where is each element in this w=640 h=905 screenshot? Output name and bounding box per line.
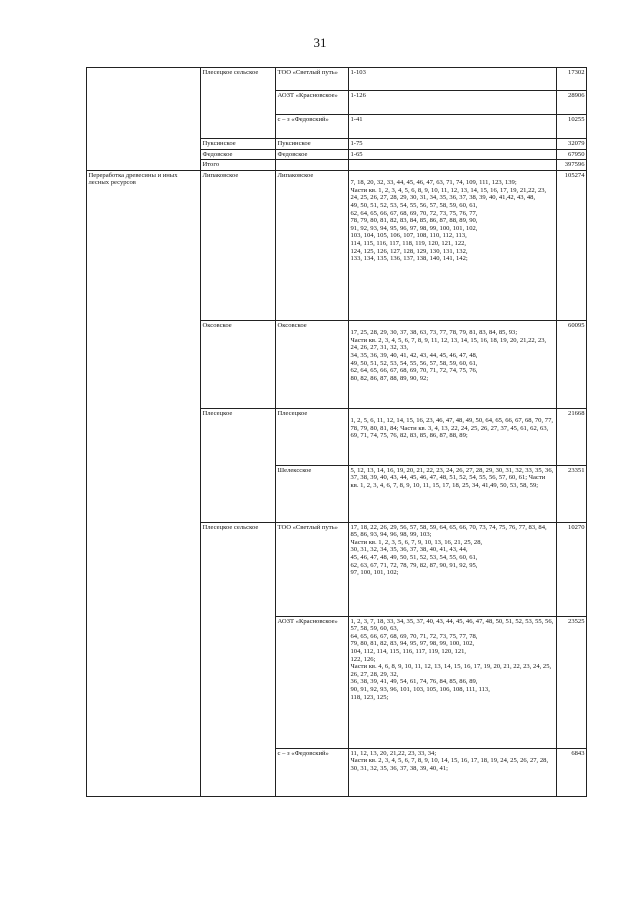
area-cell: 6843	[557, 748, 587, 796]
forestry-cell: ТОО «Светлый путь»	[276, 68, 349, 91]
forest-use-table	[86, 67, 587, 797]
forestry-cell: Плесецкое	[276, 408, 349, 465]
area-cell: 67950	[557, 149, 587, 160]
area-cell: 105274	[557, 170, 587, 320]
district-cell: Плесецкое сельское	[201, 522, 276, 796]
quarters-cell: 17, 18, 22, 26, 29, 56, 57, 58, 59, 64, 65, 66, 70, 73, 74, 75, 76, 77, 83, 84, 85, 86, 93, 94, 96, 98, 99, 103; Части кв. 1, 2, 3, 5, 6, 7, 9, 10, 13, 16, 21, 25, 28, 30, 31, 32, 34, 35, 36, 37, 38, 40, 41, 43, 44, 45, 46, 47, 48, 49, 50, 51, 52, 53, 54, 55, 60, 61, 62, 63, 67, 71, 72, 78, 79, 82, 87, 90, 91, 92, 95, 97, 100, 101, 102;	[349, 522, 557, 616]
forestry-cell-empty	[276, 160, 349, 171]
quarters-cell: 1-65	[349, 149, 557, 160]
forestry-cell: Липаковское	[276, 170, 349, 320]
quarters-cell: 1, 2, 3, 7, 18, 33, 34, 35, 37, 40, 43, 44, 45, 46, 47, 48, 50, 51, 52, 53, 55, 56, 57, 58, 59, 60, 63, 64, 65, 66, 67, 68, 69, 70, 71, 72, 73, 75, 77, 78, 79, 80, 81, 82, 83, 94, 95, 97, 98, 99, 100, 102, 104, 112, 114, 115, 116, 117, 119, 120, 121, 122, 126; Части кв. 4, 6, 8, 9, 10, 11, 12, 13, 14, 15, 16, 17, 19, 20, 21, 22, 23, 24, 25, 26, 27, 28, 29, 32, 36, 38, 39, 41, 49, 54, 61, 74, 76, 84, 85, 86, 89, 90, 91, 92, 93, 96, 101, 103, 105, 106, 108, 111, 113, 118, 123, 125;	[349, 616, 557, 748]
quarters-cell: 7, 18, 20, 32, 33, 44, 45, 46, 47, 63, 71, 74, 109, 111, 123, 139; Части кв. 1, 2, 3, 4, 5, 6, 8, 9, 10, 11, 12, 13, 14, 15, 16, 17, 19, 21,22, 23, 24, 25, 26, 27, 28, 29, 30, 31, 34, 35, 36, 37, 38, 39, 40, 41,42, 43, 48, 49, 50, 51, 52, 53, 54, 55, 56, 57, 58, 59, 60, 61, 62, 64, 65, 66, 67, 68, 69, 70, 72, 73, 75, 76, 77, 78, 79, 80, 81, 82, 83, 84, 85, 86, 87, 88, 89, 90, 91, 92, 93, 94, 95, 96, 97, 98, 99, 100, 101, 102, 103, 104, 105, 106, 107, 108, 110, 112, 113, 114, 115, 116, 117, 118, 119, 120, 121, 122, 124, 125, 126, 127, 128, 129, 130, 131, 132, 133, 134, 135, 136, 137, 138, 140, 141, 142;	[349, 170, 557, 320]
quarters-cell-empty	[349, 160, 557, 171]
quarters-cell: 1-41	[349, 115, 557, 139]
area-cell: 23351	[557, 465, 587, 522]
area-cell: 17302	[557, 68, 587, 91]
forestry-cell: с – з «Федовский»	[276, 115, 349, 139]
area-cell: 10255	[557, 115, 587, 139]
quarters-cell: 1-126	[349, 91, 557, 115]
total-label-cell: Итого	[201, 160, 276, 171]
page-number: 31	[313, 35, 327, 50]
quarters-cell: 17, 25, 28, 29, 30, 37, 38, 63, 73, 77, 78, 79, 81, 83, 84, 85, 93; Части кв. 2, 3, 4, 5, 6, 7, 8, 9, 11, 12, 13, 14, 15, 16, 18, 19, 20, 21,22, 23, 24, 26, 27, 31, 32, 33, 34, 35, 36, 39, 40, 41, 42, 43, 44, 45, 46, 47, 48, 49, 50, 51, 52, 53, 54, 55, 56, 57, 58, 59, 60, 61, 62, 64, 65, 66, 67, 68, 69, 70, 71, 72, 74, 75, 76, 80, 82, 86, 87, 88, 89, 90, 92;	[349, 320, 557, 408]
area-cell: 60095	[557, 320, 587, 408]
forestry-cell: АОЗТ «Красновское»	[276, 91, 349, 115]
district-cell: Федовское	[201, 149, 276, 160]
area-cell: 32079	[557, 139, 587, 150]
district-cell: Оксовское	[201, 320, 276, 408]
forestry-cell: Оксовское	[276, 320, 349, 408]
total-area-cell: 397596	[557, 160, 587, 171]
area-cell: 28906	[557, 91, 587, 115]
district-cell: Плесецкое	[201, 408, 276, 522]
area-cell: 21668	[557, 408, 587, 465]
district-cell: Липаковское	[201, 170, 276, 320]
area-cell: 23525	[557, 616, 587, 748]
district-cell: Пуксинское	[201, 139, 276, 150]
quarters-cell: 1, 2, 5, 6, 11, 12, 14, 15, 16, 23, 46, 47, 48, 49, 50, 64, 65, 66, 67, 68, 70, 77, 78, 79, 80, 81, 84; Части кв. 3, 4, 13, 22, 24, 25, 26, 27, 37, 45, 61, 62, 63, 69, 71, 74, 75, 76, 82, 83, 85, 86, 87, 88, 89;	[349, 408, 557, 465]
quarters-cell: 5, 12, 13, 14, 16, 19, 20, 21, 22, 23, 24, 26, 27, 28, 29, 30, 31, 32, 33, 35, 36, 37, 38, 39, 40, 43, 44, 45, 46, 47, 48, 51, 52, 54, 55, 56, 57, 60, 61; Части кв. 1, 2, 3, 4, 6, 7, 8, 9, 10, 11, 15, 17, 18, 25, 34, 41,49, 50, 53, 58, 59;	[349, 465, 557, 522]
forestry-cell: АОЗТ «Красновское»	[276, 616, 349, 748]
activity-cell: Переработка древесины и иных лесных ресурсов	[87, 170, 201, 796]
quarters-cell: 1-75	[349, 139, 557, 150]
activity-cell-empty	[87, 68, 201, 171]
quarters-cell: 11, 12, 13, 20, 21,22, 23, 33, 34; Части кв. 2, 3, 4, 5, 6, 7, 8, 9, 10, 14, 15, 16, 17, 18, 19, 24, 25, 26, 27, 28, 30, 31, 32, 35, 36, 37, 38, 39, 40, 41;	[349, 748, 557, 796]
district-cell: Плесецкое сельское	[201, 68, 276, 139]
quarters-cell: 1-103	[349, 68, 557, 91]
forestry-cell: Федовское	[276, 149, 349, 160]
forestry-cell: Шелексское	[276, 465, 349, 522]
table-row	[87, 68, 587, 91]
area-cell: 10270	[557, 522, 587, 616]
forestry-cell: ТОО «Светлый путь»	[276, 522, 349, 616]
table-row	[87, 170, 587, 320]
forestry-cell: с – з «Федовский»	[276, 748, 349, 796]
forestry-cell: Пуксинское	[276, 139, 349, 150]
